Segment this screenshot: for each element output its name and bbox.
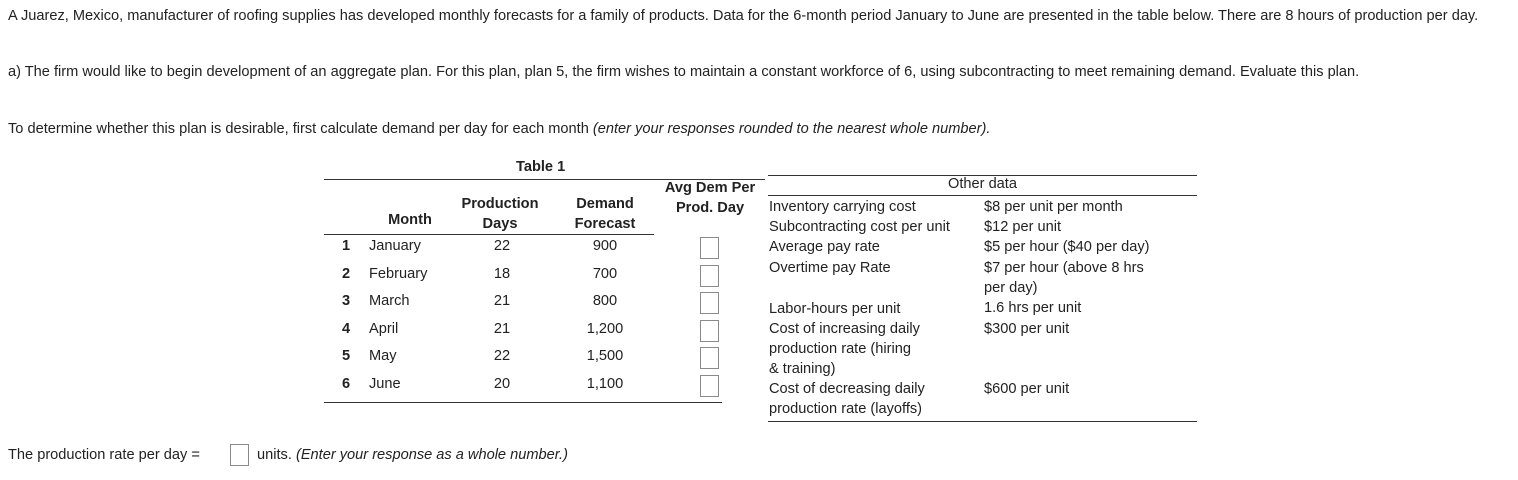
avg-demand-input-may[interactable] (700, 347, 719, 369)
row-index: 2 (342, 266, 351, 282)
row-demand: 1,100 (586, 376, 624, 392)
row-month: June (369, 376, 401, 392)
other-value-overtime-line-1: $7 per hour (above 8 hrs (984, 260, 1144, 276)
table-1-title: Table 1 (516, 159, 566, 175)
table-1-header-rule (324, 234, 654, 235)
row-demand: 1,500 (586, 348, 624, 364)
other-label-inventory: Inventory carrying cost (769, 199, 916, 215)
row-demand: 1,200 (586, 321, 624, 337)
header-avg-line-2: Prod. Day (675, 200, 745, 216)
table-1-bottom-rule (324, 402, 722, 403)
other-value-inventory: $8 per unit per month (984, 199, 1123, 215)
other-value-overtime-line-2: per day) (984, 280, 1038, 296)
other-value-hiring: $300 per unit (984, 321, 1070, 337)
production-rate-input[interactable] (230, 444, 249, 466)
row-days: 22 (493, 238, 511, 254)
other-value-pay-rate: $5 per hour ($40 per day) (984, 239, 1150, 255)
other-label-hiring-line-2: production rate (hiring (769, 341, 911, 357)
row-month: February (369, 266, 428, 282)
row-index: 6 (342, 376, 351, 392)
instruction-lead: To determine whether this plan is desirable, first calculate demand per day for each month (8, 121, 589, 137)
intro-text: A Juarez, Mexico, manufacturer of roofing supplies has developed monthly forecasts for a family of products. Data for the 6-month period January to June are presented in the table below. There are 8 hours of production per day. (8, 8, 1479, 24)
row-days: 20 (493, 376, 511, 392)
instruction-text (8, 119, 1513, 139)
row-month: May (369, 348, 397, 364)
header-production-line-1: Production (461, 196, 539, 212)
row-month: April (369, 321, 399, 337)
row-index: 3 (342, 293, 351, 309)
other-label-hiring-line-1: Cost of increasing daily (769, 321, 920, 337)
header-demand-line-1: Demand (576, 196, 634, 212)
question-a-text: a) The firm would like to begin development of an aggregate plan. For this plan, plan 5, the firm wishes to maintain a constant workforce of 6, using subcontracting to meet remaining demand. Evaluate this plan. (8, 64, 1360, 80)
other-label-layoffs-line-1: Cost of decreasing daily (769, 381, 925, 397)
other-label-labor-hours: Labor-hours per unit (769, 301, 901, 317)
row-index: 4 (342, 321, 351, 337)
other-data-title: Other data (948, 176, 1017, 192)
avg-demand-input-april[interactable] (700, 320, 719, 342)
avg-demand-input-march[interactable] (700, 292, 719, 314)
header-avg-line-1: Avg Dem Per (664, 180, 756, 196)
other-value-subcontract: $12 per unit (984, 219, 1062, 235)
row-demand: 700 (592, 266, 618, 282)
row-month: January (369, 238, 421, 254)
row-demand: 800 (592, 293, 618, 309)
row-month: March (369, 293, 410, 309)
other-label-layoffs-line-2: production rate (layoffs) (769, 401, 923, 417)
avg-demand-input-june[interactable] (700, 375, 719, 397)
header-demand-line-2: Forecast (574, 216, 636, 232)
avg-demand-input-february[interactable] (700, 265, 719, 287)
other-label-hiring-line-3: & training) (769, 361, 836, 377)
other-label-overtime: Overtime pay Rate (769, 260, 891, 276)
production-rate-note: (Enter your response as a whole number.) (295, 447, 568, 463)
avg-demand-input-january[interactable] (700, 237, 719, 259)
row-days: 21 (493, 293, 511, 309)
other-data-header-rule (768, 195, 1197, 196)
row-index: 5 (342, 348, 351, 364)
instruction-note: (enter your responses rounded to the nearest whole number). (592, 121, 991, 137)
other-value-layoffs: $600 per unit (984, 381, 1070, 397)
header-month: Month (388, 212, 432, 228)
other-data-bottom-rule (768, 421, 1197, 422)
header-production-line-2: Days (482, 216, 518, 232)
other-label-pay-rate: Average pay rate (769, 239, 880, 255)
row-days: 22 (493, 348, 511, 364)
production-rate-units: units. (257, 447, 292, 463)
production-rate-tail (257, 447, 568, 463)
row-days: 18 (493, 266, 511, 282)
other-value-labor-hours: 1.6 hrs per unit (984, 300, 1082, 316)
row-index: 1 (342, 238, 351, 254)
other-label-subcontract: Subcontracting cost per unit (769, 219, 950, 235)
row-days: 21 (493, 321, 511, 337)
row-demand: 900 (592, 238, 618, 254)
production-rate-lead: The production rate per day = (8, 447, 200, 463)
